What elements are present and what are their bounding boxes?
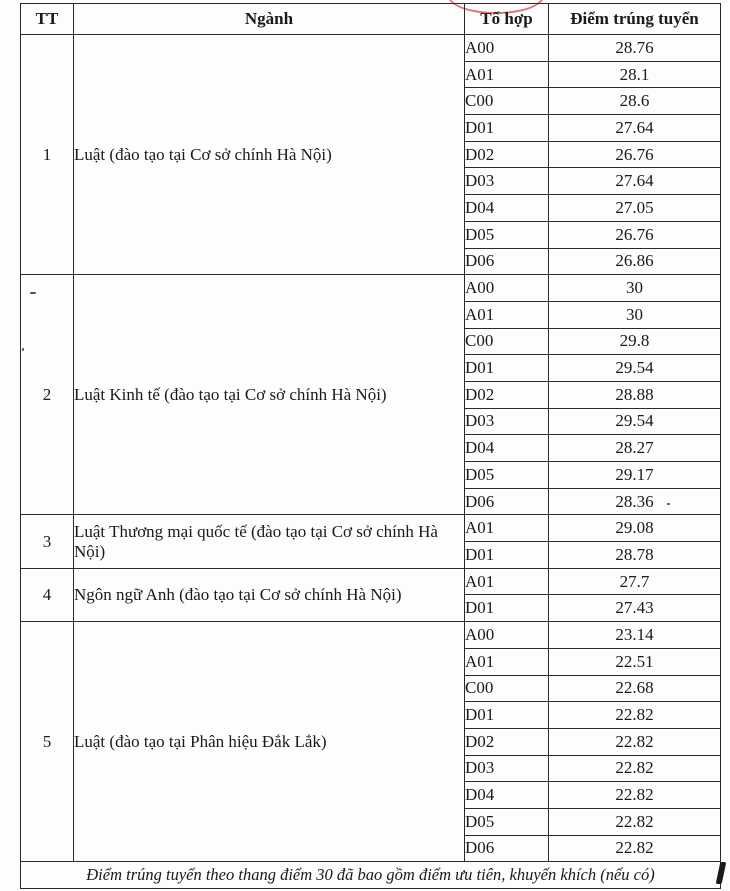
- subject-combination: D06: [465, 835, 549, 862]
- subject-combination: A01: [465, 568, 549, 595]
- admission-score: 28.88: [549, 381, 721, 408]
- admission-score: 28.76: [549, 35, 721, 62]
- subject-combination: D02: [465, 381, 549, 408]
- table-row: [21, 35, 721, 62]
- header-tt: TT: [21, 4, 74, 35]
- subject-combination: A01: [465, 301, 549, 328]
- admission-score: 22.82: [549, 808, 721, 835]
- major-number: 3: [21, 515, 74, 568]
- admission-score: 22.82: [549, 782, 721, 809]
- admission-score: 26.76: [549, 221, 721, 248]
- admission-score: 27.64: [549, 168, 721, 195]
- table-header-row: [21, 4, 721, 35]
- admission-score: 28.36: [549, 488, 721, 515]
- admission-score: 27.05: [549, 195, 721, 222]
- subject-combination: A01: [465, 648, 549, 675]
- subject-combination: D02: [465, 141, 549, 168]
- admission-score: 29.54: [549, 355, 721, 382]
- subject-combination: D06: [465, 488, 549, 515]
- admission-score: 22.82: [549, 728, 721, 755]
- admission-score: 29.8: [549, 328, 721, 355]
- major-number: 5: [21, 622, 74, 862]
- table-row: [21, 622, 721, 649]
- subject-combination: A00: [465, 622, 549, 649]
- major-number: 4: [21, 568, 74, 621]
- footnote: Điểm trúng tuyển theo thang điểm 30 đã bao gồm điểm ưu tiên, khuyến khích (nếu có): [21, 862, 721, 889]
- subject-combination: D04: [465, 195, 549, 222]
- admission-score: 22.51: [549, 648, 721, 675]
- subject-combination: D01: [465, 702, 549, 729]
- subject-combination: D05: [465, 808, 549, 835]
- subject-combination: D04: [465, 435, 549, 462]
- scan-speck: [667, 503, 670, 505]
- subject-combination: D06: [465, 248, 549, 275]
- subject-combination: D04: [465, 782, 549, 809]
- admission-score: 30: [549, 301, 721, 328]
- admission-score: 27.64: [549, 115, 721, 142]
- major-name: Luật (đào tạo tại Cơ sở chính Hà Nội): [74, 35, 465, 275]
- major-name: Luật Kinh tế (đào tạo tại Cơ sở chính Hà Nội): [74, 275, 465, 515]
- major-number: 2: [21, 275, 74, 515]
- admission-score: 23.14: [549, 622, 721, 649]
- subject-combination: A01: [465, 515, 549, 542]
- table-body: [21, 35, 721, 862]
- subject-combination: D01: [465, 355, 549, 382]
- admission-score: 28.6: [549, 88, 721, 115]
- admission-score: 30: [549, 275, 721, 302]
- admission-score: 29.08: [549, 515, 721, 542]
- admission-score: 28.1: [549, 61, 721, 88]
- admission-score: 22.68: [549, 675, 721, 702]
- subject-combination: D03: [465, 755, 549, 782]
- scan-speck: [30, 292, 36, 294]
- major-name: Luật Thương mại quốc tế (đào tạo tại Cơ sở chính Hà Nội): [74, 515, 465, 568]
- admission-score: 28.78: [549, 542, 721, 569]
- table-row: [21, 275, 721, 302]
- subject-combination: D02: [465, 728, 549, 755]
- admission-score: 26.76: [549, 141, 721, 168]
- subject-combination: C00: [465, 328, 549, 355]
- admission-score: 29.17: [549, 462, 721, 489]
- admission-score: 28.27: [549, 435, 721, 462]
- subject-combination: D05: [465, 462, 549, 489]
- subject-combination: D03: [465, 168, 549, 195]
- subject-combination: D03: [465, 408, 549, 435]
- major-name: Luật (đào tạo tại Phân hiệu Đắk Lắk): [74, 622, 465, 862]
- admission-score: 22.82: [549, 835, 721, 862]
- major-name: Ngôn ngữ Anh (đào tạo tại Cơ sở chính Hà Nội): [74, 568, 465, 621]
- admission-score: 27.7: [549, 568, 721, 595]
- subject-combination: D01: [465, 115, 549, 142]
- subject-combination: D01: [465, 542, 549, 569]
- admission-score-table: [20, 3, 721, 889]
- admission-score: 26.86: [549, 248, 721, 275]
- header-score: Điểm trúng tuyển: [549, 4, 721, 35]
- admission-score: 29.54: [549, 408, 721, 435]
- admission-score: 27.43: [549, 595, 721, 622]
- subject-combination: D05: [465, 221, 549, 248]
- table-row: [21, 568, 721, 595]
- subject-combination: C00: [465, 675, 549, 702]
- scan-speck: [22, 348, 24, 351]
- subject-combination: A01: [465, 61, 549, 88]
- admission-score: 22.82: [549, 755, 721, 782]
- footnote-row: [21, 862, 721, 889]
- header-major: Ngành: [74, 4, 465, 35]
- subject-combination: C00: [465, 88, 549, 115]
- subject-combination: D01: [465, 595, 549, 622]
- header-combo: Tổ hợp: [465, 4, 549, 35]
- subject-combination: A00: [465, 275, 549, 302]
- admission-score: 22.82: [549, 702, 721, 729]
- major-number: 1: [21, 35, 74, 275]
- table-row: [21, 515, 721, 542]
- subject-combination: A00: [465, 35, 549, 62]
